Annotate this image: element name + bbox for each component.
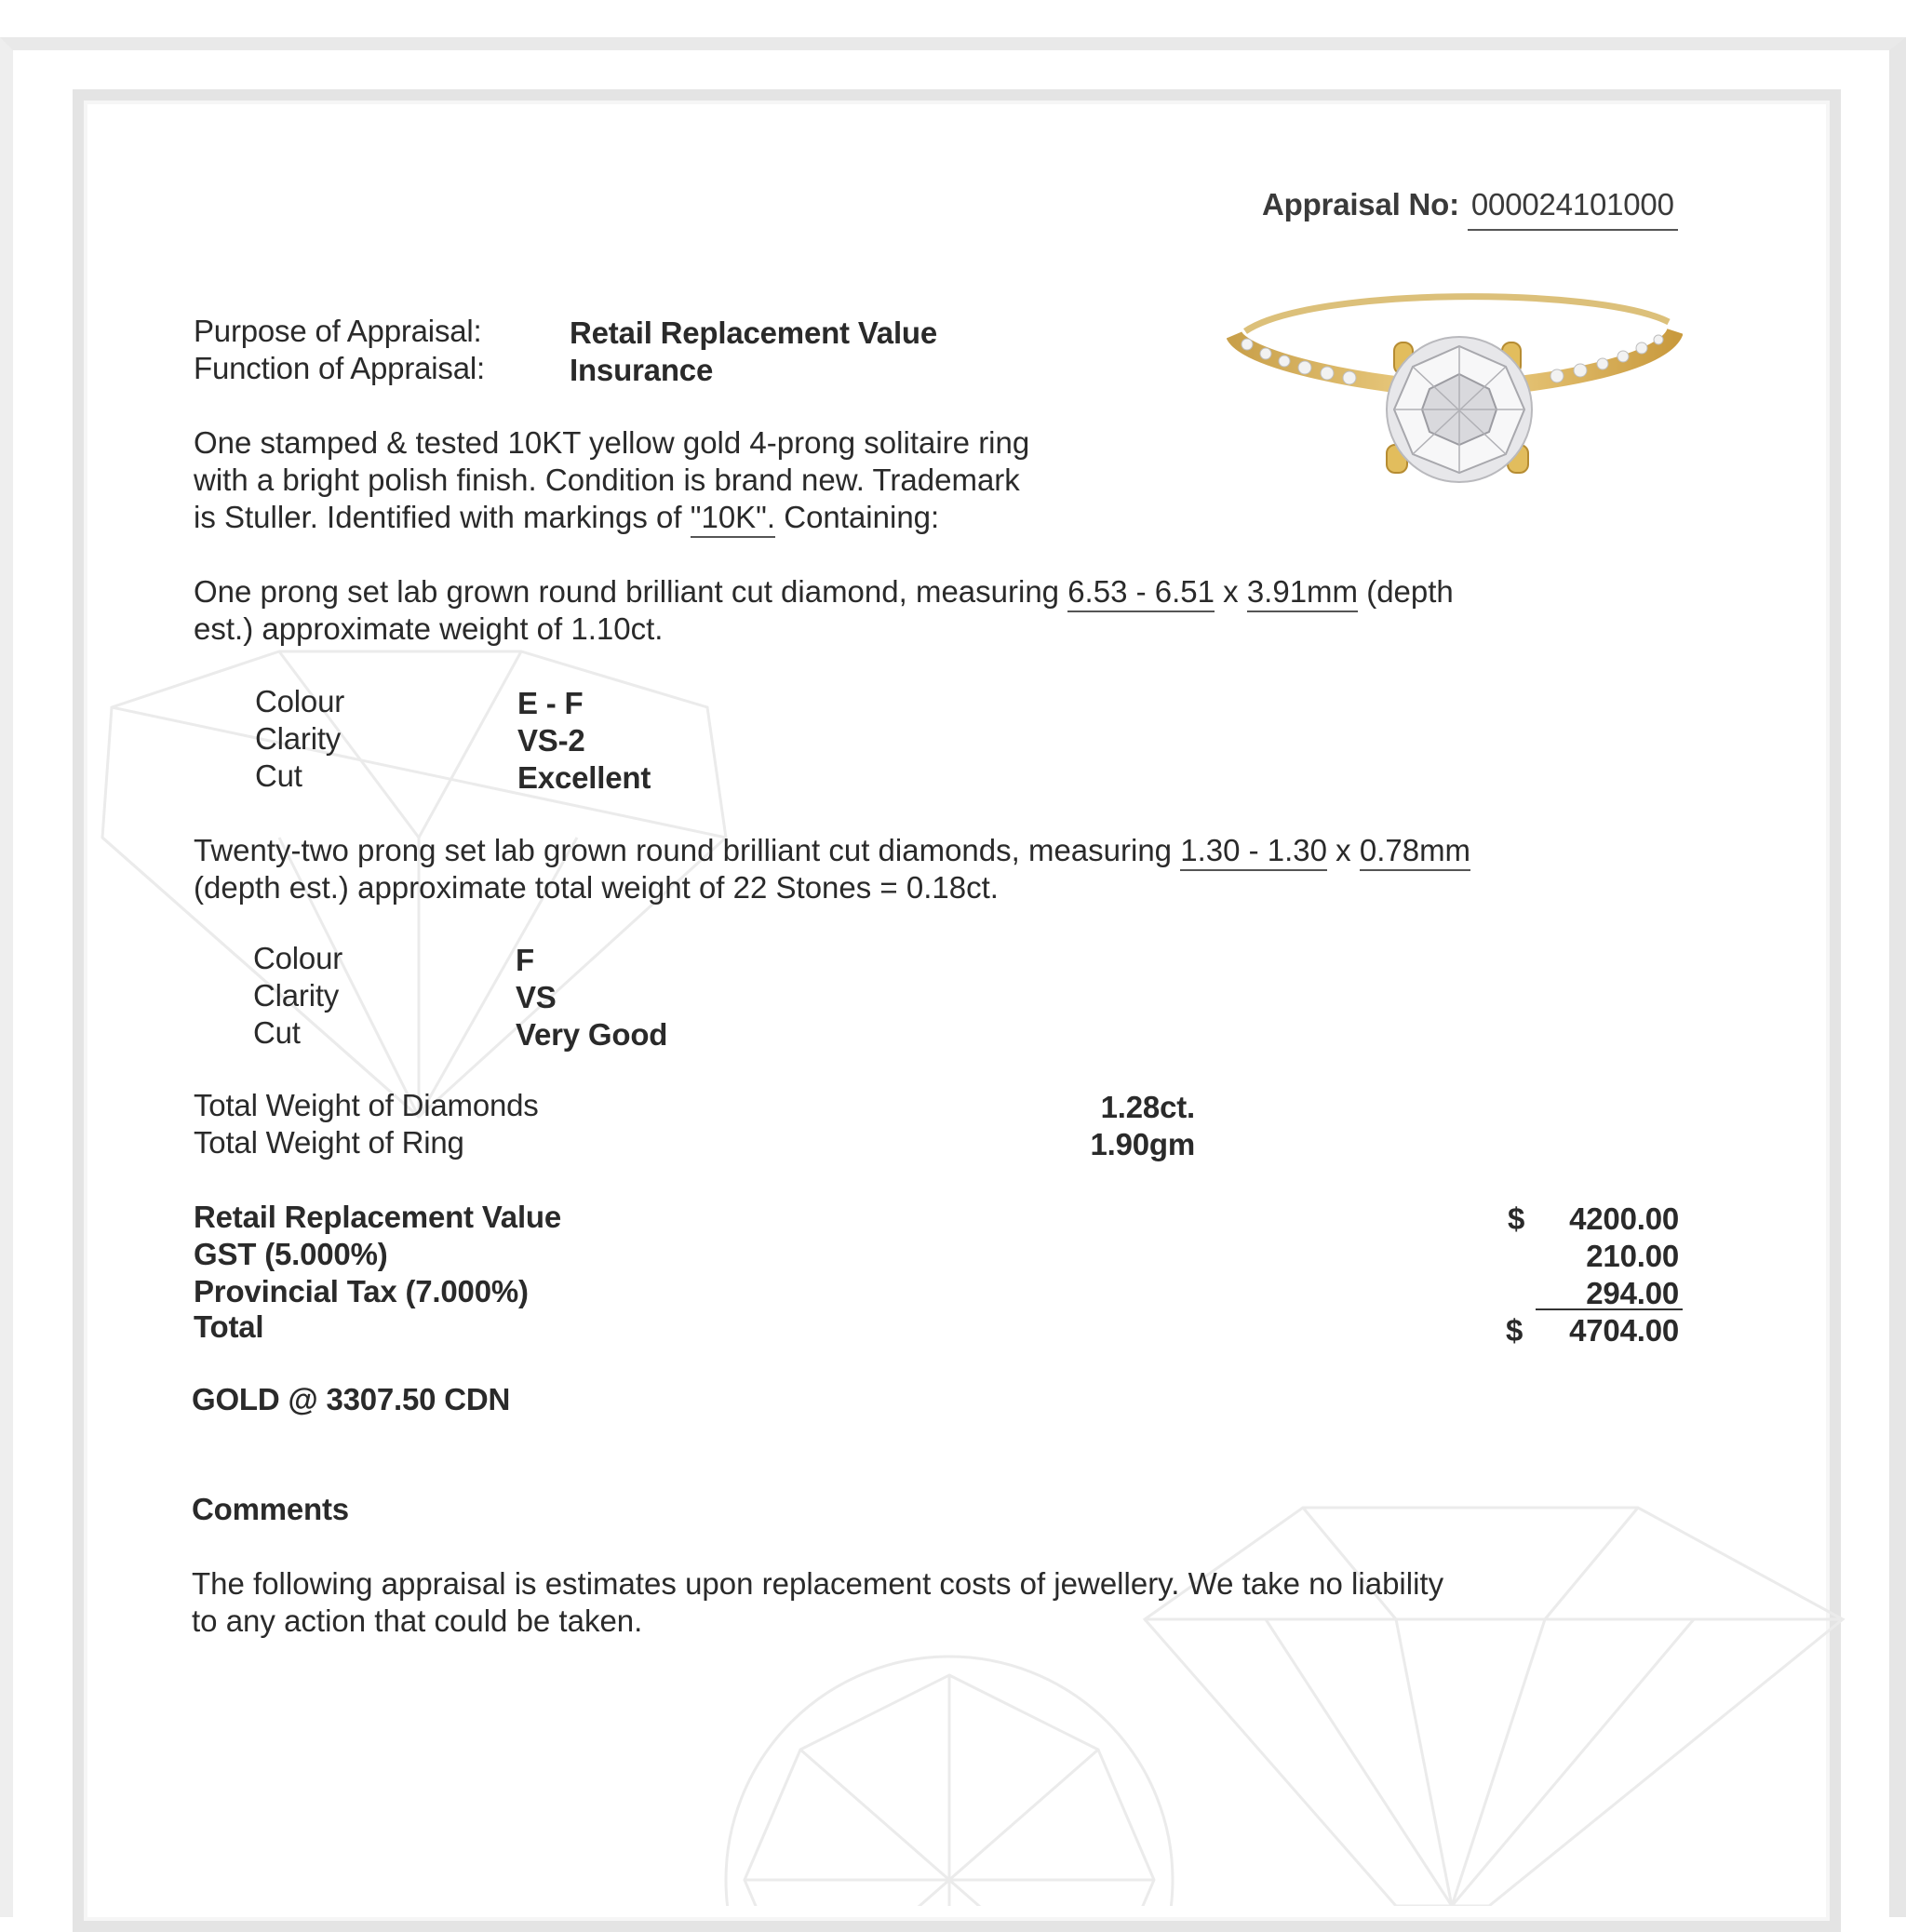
side-stones-line-1-pre: Twenty-two prong set lab grown round brilliant cut diamonds, measuring <box>194 833 1181 867</box>
side-stones-dim-1: 1.30 - 1.30 <box>1180 833 1327 871</box>
side-stones-x: x <box>1327 833 1360 867</box>
center-stone-line-1-post: (depth <box>1358 574 1454 609</box>
rrv-currency: $ <box>1508 1201 1525 1236</box>
center-stone-dim-2: 3.91mm <box>1247 574 1358 612</box>
pst-value: 294.00 <box>1586 1276 1679 1310</box>
center-stone-line-1 <box>194 573 1454 610</box>
side-stones-line-2: (depth est.) approximate total weight of 22 Stones = 0.18ct. <box>194 870 999 905</box>
subtotal-rule <box>1536 1308 1683 1310</box>
appraisal-number-label: Appraisal No: <box>1262 187 1459 221</box>
description-line-3 <box>194 499 939 536</box>
side-colour-value: F <box>516 943 534 977</box>
ring-photo <box>1227 277 1683 510</box>
rrv-value: 4200.00 <box>1569 1201 1679 1236</box>
total-diamonds-value: 1.28ct. <box>1100 1090 1195 1124</box>
total-currency: $ <box>1506 1313 1523 1348</box>
total-ring-value: 1.90gm <box>1090 1127 1195 1161</box>
gst-label: GST (5.000%) <box>194 1237 388 1271</box>
center-colour-value: E - F <box>517 686 584 720</box>
gold-price: GOLD @ 3307.50 CDN <box>192 1382 511 1416</box>
center-stone-x: x <box>1214 574 1247 609</box>
total-ring-label: Total Weight of Ring <box>194 1125 464 1160</box>
side-colour-label: Colour <box>253 941 343 975</box>
side-stones-dim-2: 0.78mm <box>1360 833 1470 871</box>
total-label: Total <box>194 1309 264 1344</box>
center-cut-label: Cut <box>255 758 302 793</box>
side-clarity-label: Clarity <box>253 978 340 1013</box>
function-value: Insurance <box>570 353 714 387</box>
purpose-label: Purpose of Appraisal: <box>194 314 482 348</box>
description-line-1: One stamped & tested 10KT yellow gold 4-prong solitaire ring <box>194 425 1030 460</box>
side-stones-line-1 <box>194 832 1470 869</box>
comments-heading: Comments <box>192 1492 349 1526</box>
comments-line-1: The following appraisal is estimates upon replacement costs of jewellery. We take no liability <box>192 1566 1444 1601</box>
watermark-diamond-round <box>726 1657 1173 1906</box>
appraisal-number <box>1262 186 1678 231</box>
center-stone-dim-1: 6.53 - 6.51 <box>1067 574 1215 612</box>
gst-value: 210.00 <box>1586 1239 1679 1273</box>
center-clarity-value: VS-2 <box>517 723 585 758</box>
center-colour-label: Colour <box>255 684 345 718</box>
total-diamonds-label: Total Weight of Diamonds <box>194 1088 539 1122</box>
pst-label: Provincial Tax (7.000%) <box>194 1274 529 1308</box>
rrv-label: Retail Replacement Value <box>194 1200 562 1234</box>
description-line-3-post: Containing: <box>775 500 940 534</box>
center-cut-value: Excellent <box>517 760 651 795</box>
purpose-value: Retail Replacement Value <box>570 315 938 350</box>
appraisal-number-value: 000024101000 <box>1468 186 1678 231</box>
total-value: 4704.00 <box>1569 1313 1679 1348</box>
center-stone-line-2: est.) approximate weight of 1.10ct. <box>194 611 664 646</box>
description-line-2: with a bright polish finish. Condition is brand new. Trademark <box>194 463 1020 497</box>
center-stone-line-1-pre: One prong set lab grown round brilliant cut diamond, measuring <box>194 574 1068 609</box>
comments-line-2: to any action that could be taken. <box>192 1603 643 1638</box>
function-label: Function of Appraisal: <box>194 351 485 385</box>
side-clarity-value: VS <box>516 980 557 1014</box>
description-line-3-pre: is Stuller. Identified with markings of <box>194 500 691 534</box>
side-cut-value: Very Good <box>516 1017 668 1052</box>
markings: "10K". <box>691 500 775 538</box>
center-clarity-label: Clarity <box>255 721 342 756</box>
side-cut-label: Cut <box>253 1015 301 1050</box>
